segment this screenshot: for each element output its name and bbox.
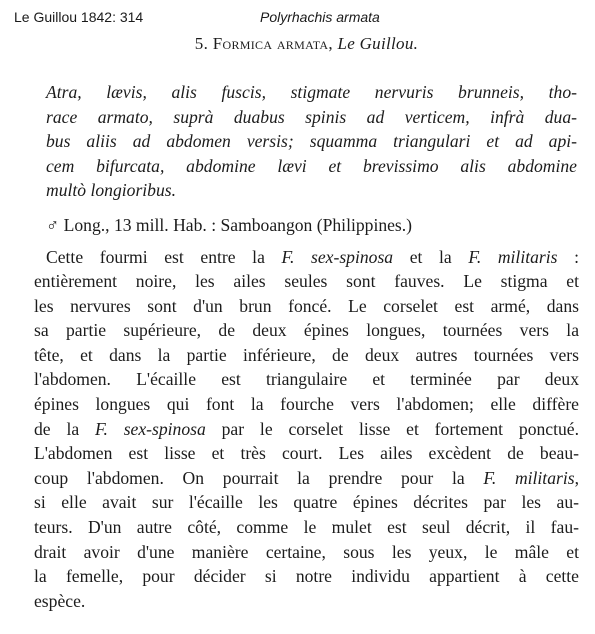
text-segment: l'abdomen. L'écaille est triangulaire et terminée par deux	[34, 369, 579, 390]
measurement-line	[34, 215, 579, 236]
latin-line: cem bifurcata, abdomine lævi et brevissimo alis abdomine	[46, 155, 577, 176]
text-segment: ,	[574, 467, 579, 488]
paragraph-line	[34, 318, 579, 343]
paragraph-line	[34, 417, 579, 442]
paragraph-line	[34, 589, 579, 614]
text-segment: tête, et dans la partie inférieure, de deux autres tournées vers	[34, 344, 579, 365]
paragraph-line	[34, 269, 579, 294]
section-title	[34, 34, 579, 54]
section-number: 5.	[194, 34, 209, 53]
latin-description	[34, 80, 579, 203]
paragraph-line	[34, 564, 579, 589]
species-name: Polyrhachis armata	[260, 9, 380, 25]
paragraph-line	[34, 294, 579, 319]
paragraph-line	[34, 245, 579, 270]
paragraph-line	[34, 540, 579, 565]
taxon-author: Le Guillou.	[337, 34, 419, 53]
text-segment: et la	[393, 246, 469, 267]
species-reference: F. sex-spinosa	[94, 418, 206, 439]
text-segment: teurs. D'un autre côté, comme le mulet est seul décrit, il fau-	[34, 517, 579, 538]
paragraph-line	[34, 490, 579, 515]
text-segment: sa partie supérieure, de deux épines longues, tournées vers la	[34, 320, 579, 341]
taxon-name: Formica armata,	[212, 34, 333, 53]
species-reference: F. militaris	[468, 246, 558, 267]
paragraph-line	[34, 392, 579, 417]
text-segment: par le corselet lisse et fortement ponctué.	[205, 418, 579, 439]
latin-line: bus aliis ad abdomen versis; squamma triangulari et ad api-	[46, 131, 577, 151]
paragraph-line	[34, 466, 579, 491]
paragraph-line	[34, 441, 579, 466]
paragraph-line	[34, 367, 579, 392]
text-segment: coup l'abdomen. On pourrait la prendre pour la	[34, 467, 484, 488]
species-reference: F. militaris	[483, 467, 575, 488]
paragraph-line	[34, 343, 579, 368]
french-description	[34, 245, 579, 614]
citation-reference: Le Guillou 1842: 314	[14, 9, 144, 25]
text-segment: Cette fourmi est entre la	[46, 246, 282, 267]
text-segment: entièrement noire, les ailes seules sont fauves. Le stigma et	[34, 271, 579, 292]
measurement-text: Long., 13 mill. Hab. : Samboangon (Philippines.)	[63, 214, 413, 235]
text-segment: L'abdomen est lisse et très court. Les ailes excèdent de beau-	[34, 443, 579, 464]
latin-line: multò longioribus.	[46, 180, 177, 200]
text-segment: drait avoir d'une manière certaine, sous les yeux, le mâle et	[34, 541, 579, 562]
species-reference: F. sex-spinosa	[281, 246, 394, 267]
male-symbol-icon: ♂	[46, 214, 60, 235]
text-segment: de la	[34, 418, 95, 439]
text-segment: la femelle, pour décider si notre individu appartient à cette	[34, 566, 579, 587]
paragraph-line	[34, 515, 579, 540]
latin-line: Atra, lævis, alis fuscis, stigmate nervuris brunneis, tho-	[46, 82, 577, 102]
text-segment: espèce.	[34, 590, 86, 611]
text-segment: si elle avait sur l'écaille les quatre épines décrites par les au-	[34, 492, 579, 513]
text-segment: les nervures sont d'un brun foncé. Le corselet est armé, dans	[34, 295, 579, 316]
text-segment: :	[557, 246, 579, 267]
document-page	[34, 30, 579, 613]
text-segment: épines longues qui font la fourche vers l'abdomen; elle diffère	[34, 394, 579, 415]
latin-line: race armato, suprà duabus spinis ad verticem, infrà dua-	[46, 106, 577, 127]
